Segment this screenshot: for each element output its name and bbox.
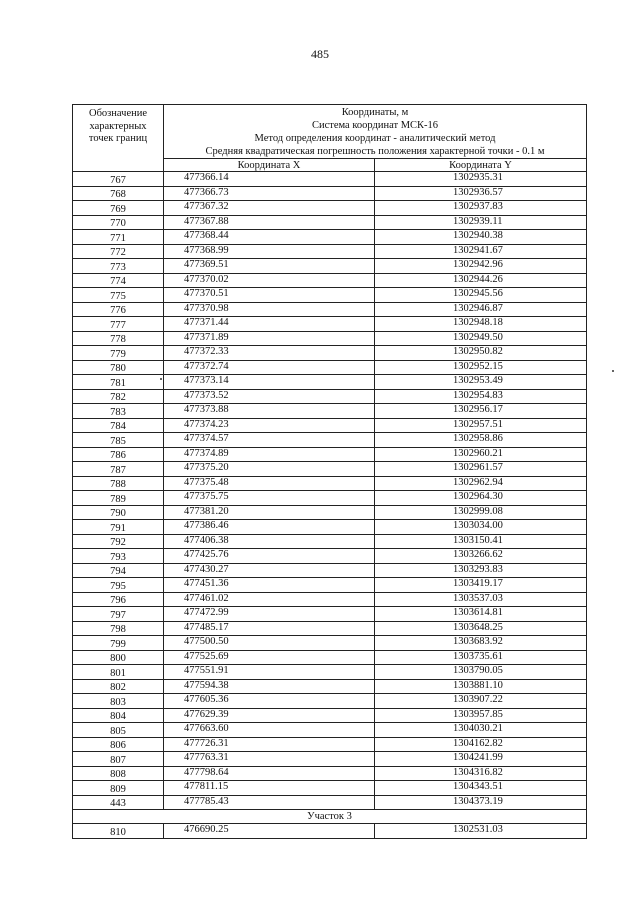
coord-x-cell: 477373.88: [164, 404, 375, 419]
coordinates-table: [72, 104, 587, 839]
coord-x-cell: 477425.76: [164, 549, 375, 564]
coord-x-cell: 477370.02: [164, 273, 375, 288]
coord-x-cell: 477594.38: [164, 679, 375, 694]
coord-x-cell: 477763.31: [164, 752, 375, 767]
table-row: [73, 447, 587, 462]
table-row: [73, 186, 587, 201]
point-id-cell: 788: [73, 476, 164, 491]
table-row: [73, 433, 587, 448]
coord-x-cell: 477663.60: [164, 723, 375, 738]
table-row: [73, 737, 587, 752]
coord-y-cell: 1302952.15: [375, 360, 587, 375]
coord-y-cell: 1302962.94: [375, 476, 587, 491]
point-id-cell: 804: [73, 708, 164, 723]
table-row: [73, 824, 587, 839]
coord-x-cell: 477472.99: [164, 607, 375, 622]
point-id-cell: 784: [73, 418, 164, 433]
coord-y-cell: 1303150.41: [375, 534, 587, 549]
coord-y-cell: 1303419.17: [375, 578, 587, 593]
coord-y-cell: 1304030.21: [375, 723, 587, 738]
point-id-cell: 443: [73, 795, 164, 810]
coord-x-cell: 477629.39: [164, 708, 375, 723]
coord-x-cell: 477370.51: [164, 288, 375, 303]
point-id-cell: 777: [73, 317, 164, 332]
coord-x-cell: 477461.02: [164, 592, 375, 607]
point-id-cell: 774: [73, 273, 164, 288]
coord-y-cell: 1304316.82: [375, 766, 587, 781]
point-id-cell: 770: [73, 215, 164, 230]
coord-x-cell: 477367.32: [164, 201, 375, 216]
point-id-cell: 772: [73, 244, 164, 259]
coord-y-cell: 1303537.03: [375, 592, 587, 607]
table-row: [73, 766, 587, 781]
table-row: [73, 607, 587, 622]
point-id-cell: 780: [73, 360, 164, 375]
info-line-method: Метод определения координат - аналитический метод: [254, 133, 496, 144]
coord-x-cell: 477374.57: [164, 433, 375, 448]
point-id-cell: 791: [73, 520, 164, 535]
table-row: [73, 404, 587, 419]
table-row: [73, 476, 587, 491]
table-row: [73, 302, 587, 317]
point-id-cell: 809: [73, 781, 164, 796]
table-row: [73, 259, 587, 274]
coord-y-cell: 1302960.21: [375, 447, 587, 462]
coord-y-cell: 1302957.51: [375, 418, 587, 433]
coord-y-cell: 1302961.57: [375, 462, 587, 477]
coord-y-cell: 1303648.25: [375, 621, 587, 636]
coord-y-cell: 1302936.57: [375, 186, 587, 201]
table-row: [73, 578, 587, 593]
section-body: [73, 810, 587, 824]
coord-y-cell: 1304373.19: [375, 795, 587, 810]
coord-x-cell: 477368.99: [164, 244, 375, 259]
coord-y-cell: 1302531.03: [375, 824, 587, 839]
point-id-cell: 771: [73, 230, 164, 245]
coord-y-cell: 1302942.96: [375, 259, 587, 274]
coord-x-cell: 477375.75: [164, 491, 375, 506]
coord-y-cell: 1302944.26: [375, 273, 587, 288]
coord-x-cell: 477366.73: [164, 186, 375, 201]
table-row: [73, 215, 587, 230]
table-row: [73, 621, 587, 636]
coord-x-cell: 477381.20: [164, 505, 375, 520]
table-row: [73, 520, 587, 535]
point-id-cell: 808: [73, 766, 164, 781]
coord-y-cell: 1304162.82: [375, 737, 587, 752]
table-row: [73, 592, 587, 607]
table-row: [73, 230, 587, 245]
coord-x-cell: 477500.50: [164, 636, 375, 651]
coord-x-cell: 477485.17: [164, 621, 375, 636]
point-id-cell: 785: [73, 433, 164, 448]
coord-x-cell: 477374.23: [164, 418, 375, 433]
coord-x-cell: 477372.33: [164, 346, 375, 361]
scan-mark: [612, 370, 614, 372]
info-line-units: Координаты, м: [341, 107, 409, 118]
point-id-cell: 806: [73, 737, 164, 752]
table-row: [73, 723, 587, 738]
table-row: [73, 288, 587, 303]
coord-y-cell: 1303266.62: [375, 549, 587, 564]
coord-x-cell: 477726.31: [164, 737, 375, 752]
coord-x-cell: 477373.14: [164, 375, 375, 390]
point-id-cell: 798: [73, 621, 164, 636]
point-id-cell: 801: [73, 665, 164, 680]
coord-x-cell: 477375.48: [164, 476, 375, 491]
coord-y-cell: 1303907.22: [375, 694, 587, 709]
scan-mark: [160, 378, 162, 380]
table-row: [73, 679, 587, 694]
table-row: [73, 505, 587, 520]
point-id-cell: 792: [73, 534, 164, 549]
coord-y-cell: 1302953.49: [375, 375, 587, 390]
coord-x-cell: 477371.44: [164, 317, 375, 332]
point-id-cell: 796: [73, 592, 164, 607]
section-rows-body: [73, 824, 587, 839]
table-row: [73, 418, 587, 433]
coord-y-cell: 1302950.82: [375, 346, 587, 361]
point-id-cell: 779: [73, 346, 164, 361]
point-label-line: Обозначение: [88, 108, 148, 119]
point-id-cell: 768: [73, 186, 164, 201]
table-row: [73, 317, 587, 332]
point-id-cell: 802: [73, 679, 164, 694]
coord-x-cell: 477371.89: [164, 331, 375, 346]
point-id-cell: 787: [73, 462, 164, 477]
table-row: [73, 201, 587, 216]
coord-y-cell: 1303293.83: [375, 563, 587, 578]
coord-y-cell: 1303034.00: [375, 520, 587, 535]
coord-y-cell: 1302999.08: [375, 505, 587, 520]
point-id-cell: 790: [73, 505, 164, 520]
table-row: [73, 636, 587, 651]
point-id-cell: 807: [73, 752, 164, 767]
point-label-header: [73, 105, 164, 172]
coord-y-cell: 1302946.87: [375, 302, 587, 317]
table-row: [73, 389, 587, 404]
coord-y-cell: 1303683.92: [375, 636, 587, 651]
point-id-cell: 797: [73, 607, 164, 622]
table-row: [73, 694, 587, 709]
table-row: [73, 549, 587, 564]
coord-x-cell: 477605.36: [164, 694, 375, 709]
table-row: [73, 172, 587, 187]
point-id-cell: 767: [73, 172, 164, 187]
coord-y-cell: 1302958.86: [375, 433, 587, 448]
table-header-row: [73, 105, 587, 159]
coord-x-cell: 477785.43: [164, 795, 375, 810]
point-id-cell: 799: [73, 636, 164, 651]
coord-x-cell: 477451.36: [164, 578, 375, 593]
coord-x-cell: 477551.91: [164, 665, 375, 680]
table-row: [73, 752, 587, 767]
point-id-cell: 803: [73, 694, 164, 709]
coord-x-cell: 477525.69: [164, 650, 375, 665]
point-id-cell: 773: [73, 259, 164, 274]
coord-x-cell: 477374.89: [164, 447, 375, 462]
table-row: [73, 665, 587, 680]
section-title: Участок 3: [73, 810, 587, 824]
table-row: [73, 781, 587, 796]
info-line-accuracy: Средняя квадратическая погрешность положения характерной точки - 0.1 м: [205, 146, 545, 157]
point-id-cell: 805: [73, 723, 164, 738]
point-id-cell: 789: [73, 491, 164, 506]
coord-y-cell: 1302941.67: [375, 244, 587, 259]
coord-x-cell: 477406.38: [164, 534, 375, 549]
coord-y-cell: 1302937.83: [375, 201, 587, 216]
coord-y-cell: 1304241.99: [375, 752, 587, 767]
page-number: 485: [311, 47, 329, 61]
table-row: [73, 534, 587, 549]
section-header-row: [73, 810, 587, 824]
point-label-line: характерных: [89, 120, 147, 132]
table-row: [73, 650, 587, 665]
point-id-cell: 783: [73, 404, 164, 419]
table-body: [73, 172, 587, 810]
point-id-cell: 778: [73, 331, 164, 346]
point-id-cell: 769: [73, 201, 164, 216]
point-id-cell: 810: [73, 824, 164, 839]
table-row: [73, 346, 587, 361]
table-row: [73, 360, 587, 375]
coord-x-cell: 477370.98: [164, 302, 375, 317]
column-header-y: Координата Y: [375, 159, 587, 172]
coord-x-cell: 477811.15: [164, 781, 375, 796]
point-id-cell: 794: [73, 563, 164, 578]
column-header-x: Координата X: [164, 159, 375, 172]
coord-y-cell: 1302949.50: [375, 331, 587, 346]
coord-x-cell: 477367.88: [164, 215, 375, 230]
coord-y-cell: 1302956.17: [375, 404, 587, 419]
point-id-cell: 793: [73, 549, 164, 564]
coord-y-cell: 1303790.05: [375, 665, 587, 680]
coord-y-cell: 1302964.30: [375, 491, 587, 506]
coord-x-cell: 477386.46: [164, 520, 375, 535]
coord-x-cell: 477366.14: [164, 172, 375, 187]
coord-x-cell: 477373.52: [164, 389, 375, 404]
coord-x-cell: 477375.20: [164, 462, 375, 477]
point-id-cell: 776: [73, 302, 164, 317]
coord-y-cell: 1302948.18: [375, 317, 587, 332]
point-id-cell: 782: [73, 389, 164, 404]
table-row: [73, 273, 587, 288]
coord-y-cell: 1302954.83: [375, 389, 587, 404]
coord-x-cell: 477798.64: [164, 766, 375, 781]
point-id-cell: 800: [73, 650, 164, 665]
coord-y-cell: 1302939.11: [375, 215, 587, 230]
coord-y-cell: 1302945.56: [375, 288, 587, 303]
table-row: [73, 563, 587, 578]
info-line-system: Система координат МСК-16: [311, 120, 439, 131]
point-id-cell: 781: [73, 375, 164, 390]
table-row: [73, 491, 587, 506]
coord-y-cell: 1302935.31: [375, 172, 587, 187]
table-row: [73, 795, 587, 810]
point-id-cell: 786: [73, 447, 164, 462]
coord-y-cell: 1303881.10: [375, 679, 587, 694]
coord-x-cell: 477372.74: [164, 360, 375, 375]
point-id-cell: 795: [73, 578, 164, 593]
coord-x-cell: 476690.25: [164, 824, 375, 839]
table-row: [73, 244, 587, 259]
coordinates-info-header: [164, 105, 587, 159]
coord-y-cell: 1302940.38: [375, 230, 587, 245]
coord-x-cell: 477369.51: [164, 259, 375, 274]
coord-x-cell: 477430.27: [164, 563, 375, 578]
point-id-cell: 775: [73, 288, 164, 303]
table-row: [73, 375, 587, 390]
coord-y-cell: 1303614.81: [375, 607, 587, 622]
coord-y-cell: 1303957.85: [375, 708, 587, 723]
coord-y-cell: 1304343.51: [375, 781, 587, 796]
table-row: [73, 462, 587, 477]
table-row: [73, 331, 587, 346]
point-label-line: точек границ: [88, 133, 148, 144]
coord-y-cell: 1303735.61: [375, 650, 587, 665]
coord-x-cell: 477368.44: [164, 230, 375, 245]
table-row: [73, 708, 587, 723]
